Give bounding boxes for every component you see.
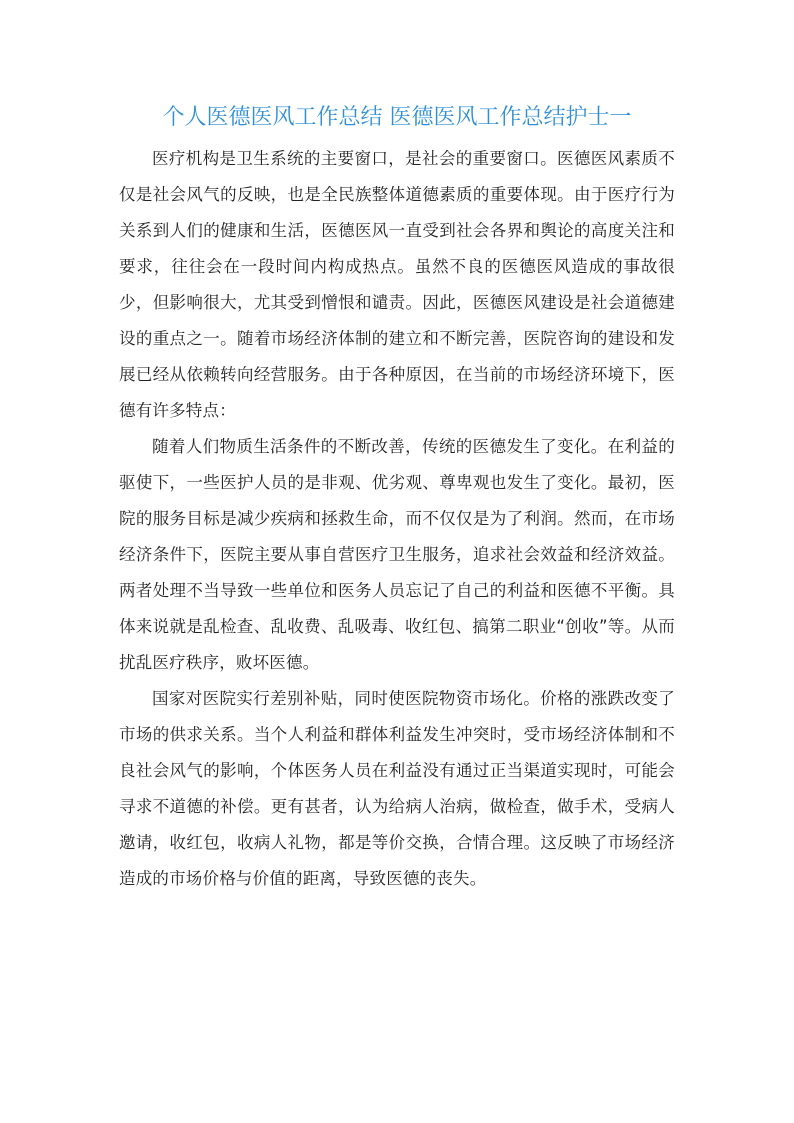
document-title: 个人医德医风工作总结 医德医风工作总结护士一 bbox=[162, 105, 632, 130]
paragraph-2: 随着人们物质生活条件的不断改善，传统的医德发生了变化。在利益的驱使下，一些医护人员的是非观、优劣观、尊卑观也发生了变化。最初，医院的服务目标是减少疾病和拯救生命，而不仅仅是为了利润。然而，在市场经济条件下，医院主要从事自营医疗卫生服务，追求社会效益和经济效益。两者处理不当导致一些单位和医务人员忘记了自己的利益和医德不平衡。具体来说就是乱检查、乱收费、乱吸毒、收红包、搞第二职业“创收”等。从而扰乱医疗秩序，败坏医德。 bbox=[119, 437, 675, 672]
paragraph-3: 国家对医院实行差别补贴，同时使医院物资市场化。价格的涨跌改变了市场的供求关系。当个人利益和群体利益发生冲突时，受市场经济体制和不良社会风气的影响，个体医务人员在利益没有通过正当渠道实现时，可能会寻求不道德的补偿。更有甚者，认为给病人治病，做检查，做手术，受病人邀请，收红包，收病人礼物，都是等价交换，合情合理。这反映了市场经济造成的市场价格与价值的距离，导致医德的丧失。 bbox=[119, 689, 675, 888]
paragraph-1: 医疗机构是卫生系统的主要窗口，是社会的重要窗口。医德医风素质不仅是社会风气的反映，也是全民族整体道德素质的重要体现。由于医疗行为关系到人们的健康和生活，医德医风一直受到社会各界和舆论的高度关注和要求，往往会在一段时间内构成热点。虽然不良的医德医风造成的事故很少，但影响很大，尤其受到憎恨和谴责。因此，医德医风建设是社会道德建设的重点之一。随着市场经济体制的建立和不断完善，医院咨询的建设和发展已经从依赖转向经营服务。由于各种原因，在当前的市场经济环境下，医德有许多特点： bbox=[119, 149, 675, 420]
document-body bbox=[119, 141, 675, 897]
